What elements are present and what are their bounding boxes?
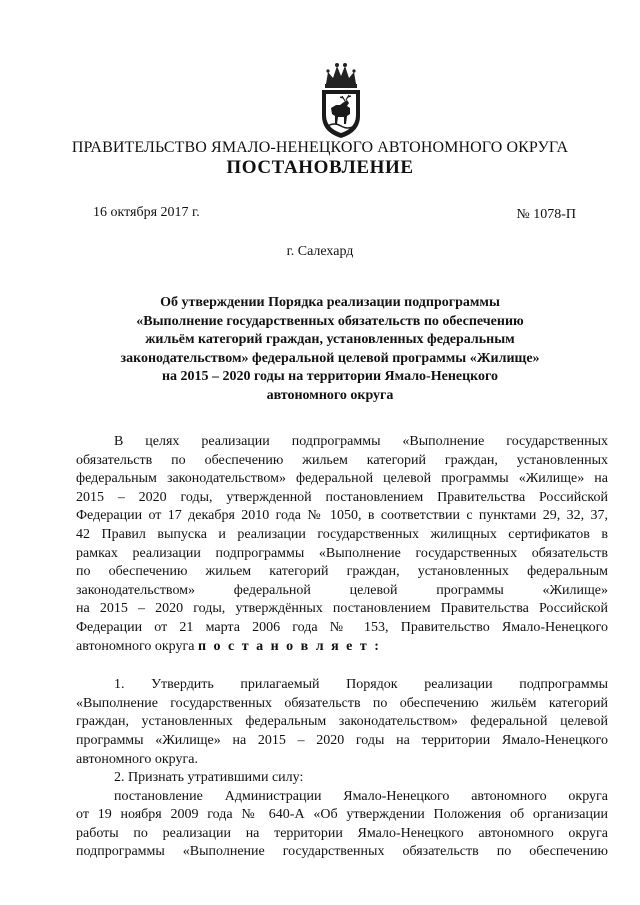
item-2-paragraph [76,769,608,862]
subject-line: законодательством» федеральной целевой программы «Жилище» [120,350,540,366]
body-line: работы по реализации на территории Ямало-Ненецкого автономного округа [76,825,608,841]
body-line: Федерации от 21 марта 2006 года № 153, Правительство Ямало-Ненецкого [76,619,608,635]
body-line: «Выполнение государственных обязательств по обеспечению жильём категорий [76,695,608,711]
body-line: постановление Администрации Ямало-Ненецкого автономного округа [114,788,608,804]
body-line: законодательством» федеральной целевой программы «Жилище» [76,582,608,598]
subject-line: жильём категорий граждан, установленных федеральным [145,332,515,347]
body-line: по обеспечению жильем категорий граждан, установленных федеральным [76,564,608,580]
coat-of-arms-emblem-icon [316,58,366,142]
decree-word: п о с т а н о в л я е т : [197,638,381,654]
body-line: федеральным законодательством» федеральной целевой программы «Жилище» на [76,471,608,487]
body-line: программы «Жилище» на 2015 – 2020 годы на территории Ямало-Ненецкого [76,732,608,748]
subject-line: на 2015 – 2020 годы на территории Ямало-Ненецкого [161,369,499,384]
body-line: 42 Правил выпуска и реализации государственных жилищных сертификатов в [76,526,608,542]
body-line: 2. Признать утратившими силу: [114,770,304,786]
document-city: г. Салехард [286,244,354,259]
body-line: граждан, установленных федеральным законодательством» федеральной целевой [76,714,608,730]
government-title: ПРАВИТЕЛЬСТВО ЯМАЛО-НЕНЕЦКОГО АВТОНОМНОГО ОКРУГА [71,139,569,156]
body-line: рамках реализации подпрограммы «Выполнение государственных обязательств [76,545,608,561]
body-line: В целях реализации подпрограммы «Выполнение государственных [114,434,608,449]
body-line: 1. Утвердить прилагаемый Порядок реализации подпрограммы [114,677,608,693]
item-1-paragraph [76,676,608,769]
body-line: подпрограммы «Выполнение государственных обязательств по обеспечению [76,844,608,860]
body-line: от 19 ноября 2009 года № 640-А «Об утверждении Положения об организации [76,807,608,823]
body-line: 2015 – 2020 годы, утвержденной постановлением Правительства Российской [76,489,608,505]
body-line: обязательств по обеспечению жильем категорий граждан, установленных [76,452,608,468]
preamble-paragraph [76,433,608,656]
paragraph-gap [76,656,608,676]
subject-line: Об утверждении Порядка реализации подпрограммы [160,295,500,310]
body-line: Федерации от 17 декабря 2010 года № 1050, в соответствии с пунктами 29, 32, 37, [76,508,608,524]
document-subject [100,294,560,405]
body-line: автономного округа. [76,751,198,767]
subject-line: автономного округа [266,387,394,403]
subject-line: «Выполнение государственных обязательств по обеспечению [136,313,524,329]
document-body [76,433,608,862]
body-line-text: автономного округа [76,638,195,654]
document-type-title: ПОСТАНОВЛЕНИЕ [226,157,414,178]
document-date: 16 октября 2017 г. [93,205,200,220]
document-number: № 1078-П [516,207,576,222]
body-line [76,638,608,657]
body-line: на 2015 – 2020 годы, утверждённых постановлением Правительства Российской [76,601,608,617]
